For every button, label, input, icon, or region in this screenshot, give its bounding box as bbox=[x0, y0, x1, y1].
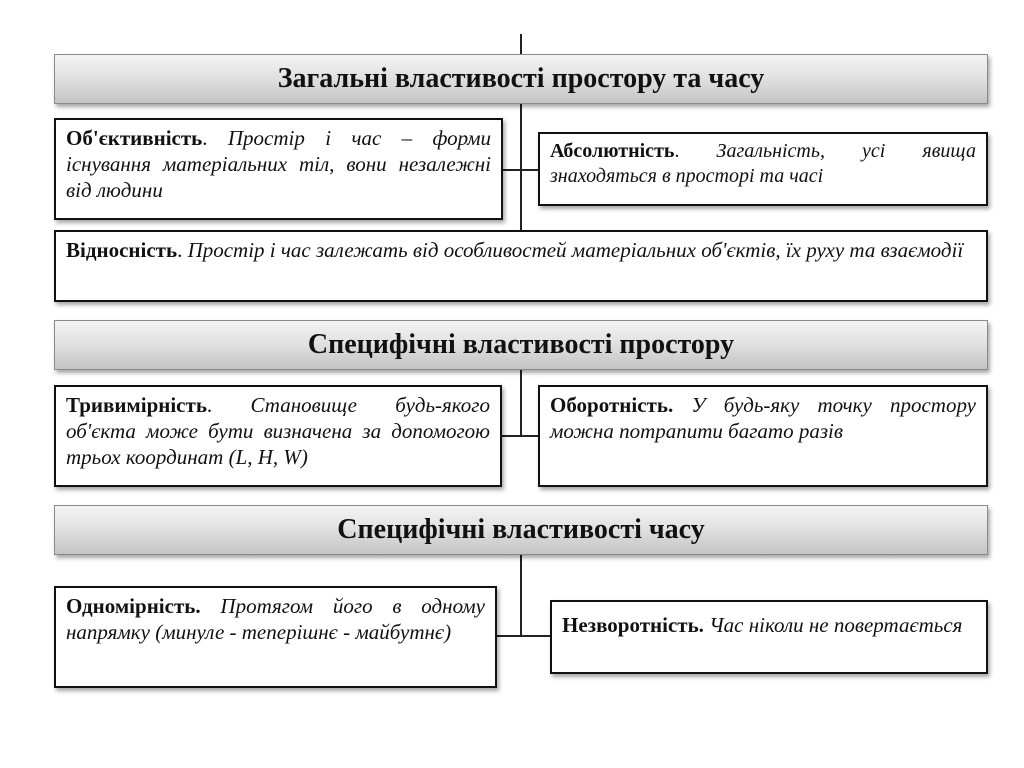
property-term: Тривимірність bbox=[66, 393, 207, 417]
property-description: Протягом його в одному напрямку (минуле - теперішнє - майбутнє) bbox=[66, 594, 485, 645]
property-description: Час ніколи не повертається bbox=[703, 613, 963, 637]
property-term: Незворотність. bbox=[562, 613, 704, 637]
property-box-absoluteness bbox=[538, 132, 988, 206]
property-term: Абсолютність bbox=[550, 140, 675, 162]
connector-line bbox=[503, 169, 538, 171]
property-box-relativity bbox=[54, 230, 988, 302]
property-term: Відносність bbox=[66, 238, 178, 262]
property-box-objectivity bbox=[54, 118, 503, 220]
property-box-irreversibility bbox=[550, 600, 988, 674]
property-description: Загальність, усі явища знаходяться в просторі та часі bbox=[550, 140, 976, 187]
property-term: Об'єктивність bbox=[66, 126, 203, 150]
section-title: Специфічні властивості простору bbox=[307, 329, 735, 360]
property-description: Становище будь-якого об'єкта може бути визначена за допомогою трьох координат (L, H, W) bbox=[66, 393, 490, 470]
property-box-one-dimensionality bbox=[54, 586, 497, 688]
property-description: Простір і час – форми існування матеріальних тіл, вони незалежні від людини bbox=[66, 126, 491, 203]
property-separator: . bbox=[202, 126, 208, 150]
property-term: Оборотність. bbox=[550, 393, 674, 417]
section-title: Загальні властивості простору та часу bbox=[277, 63, 765, 94]
section-header-space bbox=[54, 320, 988, 370]
property-separator: . bbox=[206, 393, 213, 417]
property-box-three-dimensionality bbox=[54, 385, 502, 487]
section-header-time bbox=[54, 505, 988, 555]
connector-line bbox=[497, 635, 550, 637]
property-term: Одномірність. bbox=[66, 594, 201, 618]
connector-line bbox=[520, 555, 522, 635]
section-header-general bbox=[54, 54, 988, 104]
property-box-reversibility bbox=[538, 385, 988, 487]
property-description: У будь-яку точку простору можна потрапити багато разів bbox=[550, 393, 976, 444]
connector-line bbox=[520, 104, 522, 230]
property-separator: . bbox=[674, 140, 680, 162]
property-separator: . bbox=[177, 238, 183, 262]
connector-line bbox=[502, 435, 538, 437]
property-description: Простір і час залежать від особливостей матеріальних об'єктів, їх руху та взаємодії bbox=[182, 238, 964, 262]
section-title: Специфічні властивості часу bbox=[337, 514, 705, 545]
connector-line bbox=[520, 34, 522, 54]
connector-line bbox=[520, 370, 522, 436]
